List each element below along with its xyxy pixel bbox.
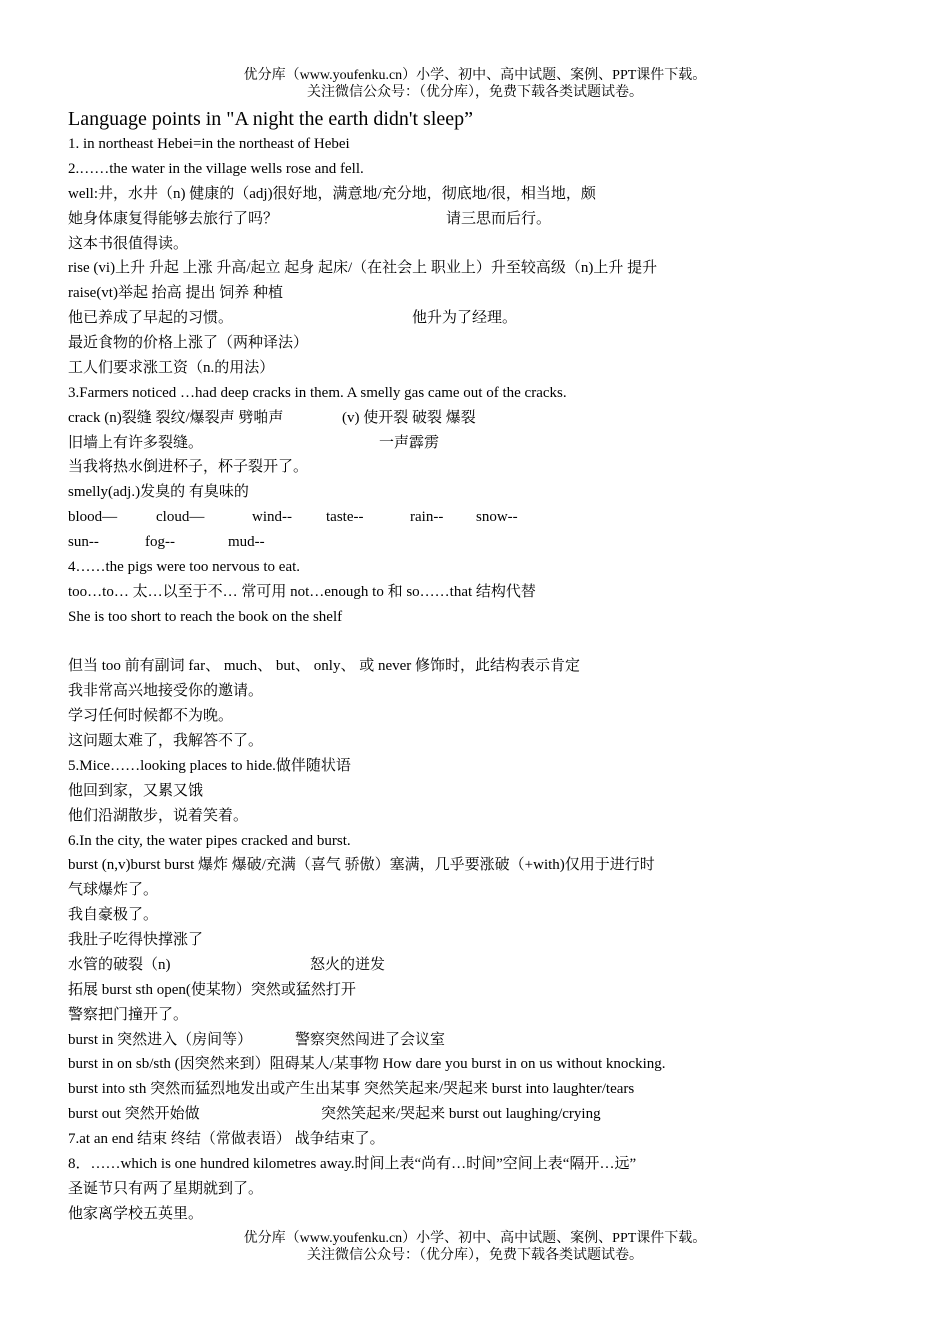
text-line: She is too short to reach the book on the shelf — [68, 608, 343, 625]
text-line: 警察把门撞开了。 — [68, 1006, 189, 1023]
text-segment: 警察突然闯进了会议室 — [295, 1031, 446, 1048]
text-line: 这问题太难了，我解答不了。 — [68, 733, 264, 749]
text-line: rise (vi)上升 升起 上涨 升高/起立 起身 起床/（在社会上 职业上）升至较高级（n)上升 提升 — [68, 260, 658, 277]
word-item: wind-- — [252, 509, 292, 526]
text-line: burst in on sb/sth (因突然来到）阻碍某人/某事物 How dare you burst in on us without knocking. — [68, 1056, 666, 1073]
word-row — [68, 505, 928, 530]
text-line: 我肚子吃得快撑涨了 — [68, 932, 204, 948]
text-segment: burst in 突然进入（房间等） — [68, 1031, 253, 1048]
text-line: 3.Farmers noticed …had deep cracks in them. A smelly gas came out of the cracks. — [68, 384, 567, 401]
text-segment: 他已养成了早起的习惯。 — [68, 310, 234, 327]
text-segment: 一声霹雳 — [379, 434, 440, 451]
footer-line-2: 关注微信公众号：（优分库），免费下载各类试题试卷。 — [307, 1248, 643, 1263]
text-line — [68, 1102, 928, 1127]
text-line — [68, 431, 928, 456]
document-title: Language points in "A night the earth didn't sleep” — [68, 108, 474, 130]
text-segment: crack (n)裂缝 裂纹/爆裂声 劈啪声 — [68, 409, 284, 426]
blank-line — [68, 630, 928, 655]
page-header — [0, 67, 950, 101]
text-segment: (v) 使开裂 破裂 爆裂 — [342, 409, 476, 426]
text-line: 8．……which is one hundred kilometres away.时间上表“尚有…时间”空间上表“隔开…远” — [68, 1155, 637, 1172]
text-line — [68, 953, 928, 978]
text-line: burst into sth 突然而猛烈地发出或产生出某事 突然笑起来/哭起来 burst into laughter/tears — [68, 1081, 635, 1098]
footer-line-1: 优分库（www.youfenku.cn）小学、初中、高中试题、案例、PPT课件下载。 — [243, 1231, 707, 1246]
text-segment: 怒火的迸发 — [310, 956, 386, 973]
text-line: smelly(adj.)发臭的 有臭味的 — [68, 484, 249, 501]
header-line-1: 优分库（www.youfenku.cn）小学、初中、高中试题、案例、PPT课件下载。 — [243, 68, 707, 83]
text-line — [68, 1028, 928, 1053]
text-segment: burst out 突然开始做 — [68, 1106, 200, 1123]
text-line: 他回到家，又累又饿 — [68, 782, 204, 799]
text-line: 圣诞节只有两了星期就到了。 — [68, 1180, 264, 1197]
text-line: 当我将热水倒进杯子，杯子裂开了。 — [68, 459, 309, 476]
word-item: cloud— — [156, 509, 205, 526]
text-segment: 他升为了经理。 — [412, 310, 518, 327]
text-line: 工人们要求涨工资（n.的用法） — [68, 359, 275, 376]
word-row — [68, 530, 928, 555]
text-line: 他们沿湖散步，说着笑着。 — [68, 807, 249, 824]
text-line: 气球爆炸了。 — [68, 882, 159, 899]
page-footer — [0, 1230, 950, 1264]
text-line: well:井，水井（n) 健康的（adj)很好地，满意地/充分地，彻底地/很，相当地，颇 — [68, 185, 596, 202]
text-segment: 请三思而后行。 — [446, 210, 552, 227]
text-segment: 旧墙上有许多裂缝。 — [68, 434, 204, 451]
text-line: 最近食物的价格上涨了（两种译法） — [68, 335, 309, 351]
text-line: 1. in northeast Hebei=in the northeast of Hebei — [68, 136, 350, 152]
word-item: taste-- — [326, 509, 364, 526]
text-line: 但当 too 前有副词 far、 much、 but、 only、 或 never 修饰时，此结构表示肯定 — [68, 658, 581, 675]
word-item: sun-- — [68, 534, 99, 550]
text-line: 学习任何时候都不为晚。 — [68, 708, 234, 725]
text-line: 4……the pigs were too nervous to eat. — [68, 558, 301, 575]
text-line: 我非常高兴地接受你的邀请。 — [68, 683, 264, 700]
word-item: rain-- — [410, 509, 444, 526]
text-line — [68, 406, 928, 431]
text-segment: 水管的破裂（n) — [68, 956, 171, 973]
text-line: 5.Mice……looking places to hide.做伴随状语 — [68, 757, 351, 774]
text-line: burst (n,v)burst burst 爆炸 爆破/充满（喜气 骄傲）塞满，几乎要涨破（+with)仅用于进行时 — [68, 857, 655, 874]
text-line: too…to… 太…以至于不… 常可用 not…enough to 和 so……that 结构代替 — [68, 583, 536, 600]
text-line — [68, 306, 928, 331]
text-line: 6.In the city, the water pipes cracked and burst. — [68, 832, 351, 849]
text-line: 2.……the water in the village wells rose and fell. — [68, 160, 364, 177]
text-segment: 突然笑起来/哭起来 burst out laughing/crying — [321, 1106, 601, 1123]
text-line: 这本书很值得读。 — [68, 235, 189, 252]
text-line: 7.at an end 结束 终结（常做表语） 战争结束了。 — [68, 1131, 385, 1147]
word-item: mud-- — [228, 534, 265, 550]
word-item: blood— — [68, 509, 118, 526]
header-line-2: 关注微信公众号：（优分库），免费下载各类试题试卷。 — [307, 85, 643, 100]
text-line: 拓展 burst sth open(使某物）突然或猛然打开 — [68, 981, 356, 998]
text-line: 他家离学校五英里。 — [68, 1205, 204, 1222]
text-segment: 她身体康复得能够去旅行了吗？ — [68, 210, 279, 227]
text-line: 我自豪极了。 — [68, 907, 159, 924]
word-item: snow-- — [476, 509, 518, 526]
word-item: fog-- — [145, 534, 175, 550]
text-line: raise(vt)举起 抬高 提出 饲养 种植 — [68, 285, 283, 302]
document-body — [68, 132, 928, 1227]
text-line — [68, 207, 928, 232]
